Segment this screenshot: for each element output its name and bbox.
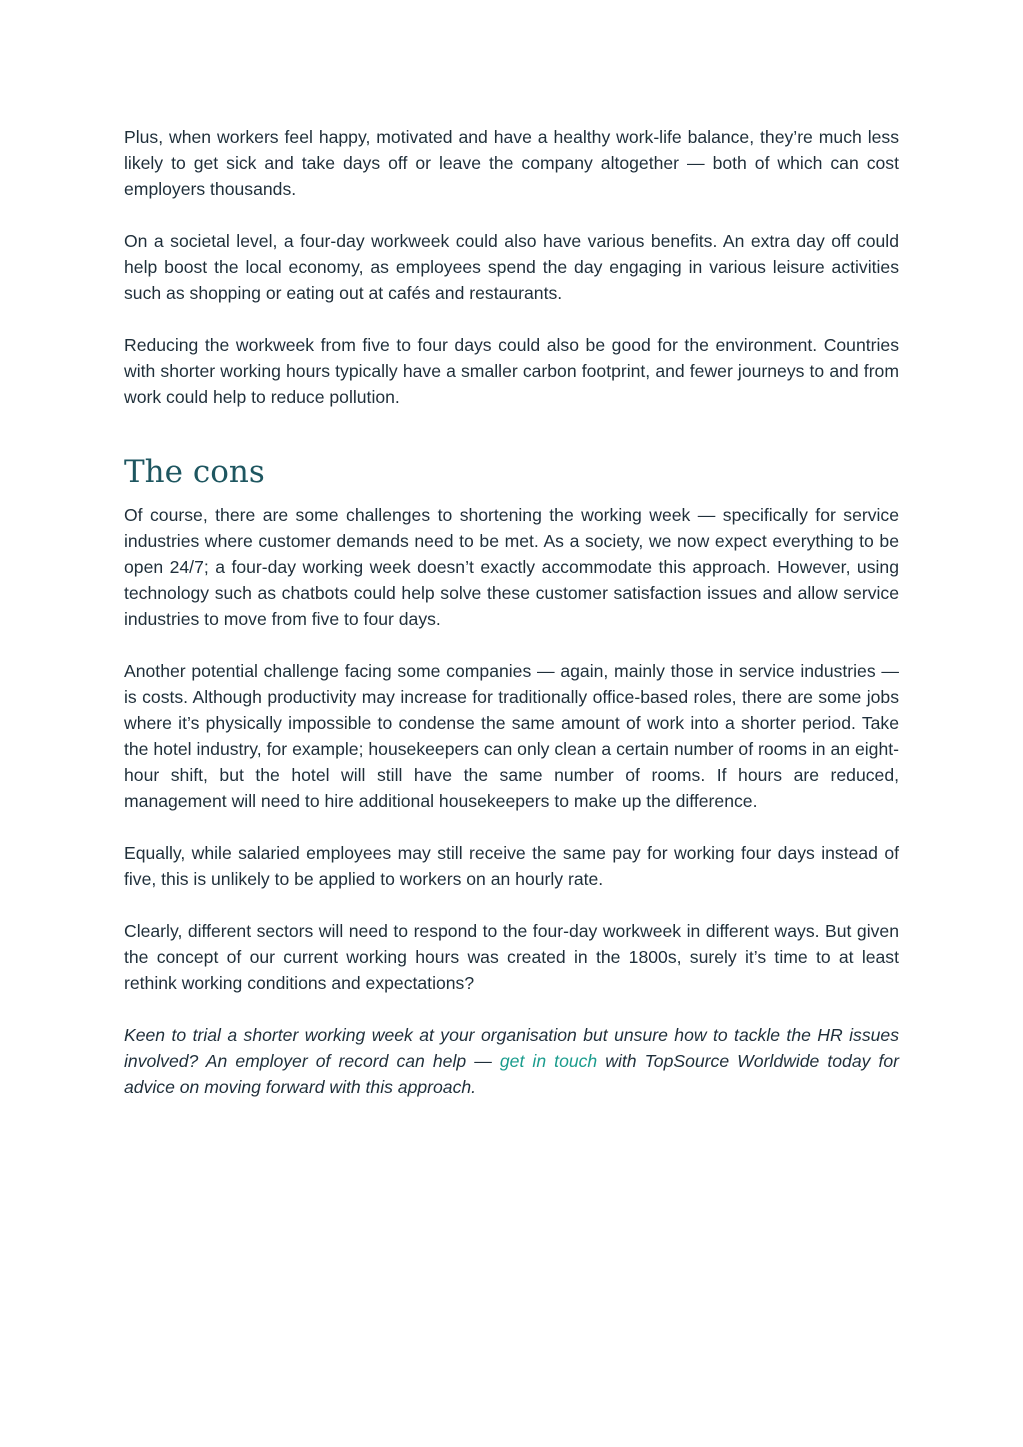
paragraph-hourly-workers: Equally, while salaried employees may still receive the same pay for working four days instead of five, this is unlikely to be applied to workers on an hourly rate. bbox=[124, 843, 899, 889]
document-page bbox=[124, 124, 899, 1126]
call-to-action-paragraph bbox=[124, 1022, 899, 1100]
cta-text-before: Keen to trial a shorter working week at your organisation but unsure how to tackle the HR issues involved? An employer of record can help — bbox=[124, 1025, 899, 1071]
paragraph-service-challenges: Of course, there are some challenges to shortening the working week — specifically for service industries where customer demands need to be met. As a society, we now expect everything to be open 24/7; a four-day working week doesn’t exactly accommodate this approach. However, using technology such as chatbots could help solve these customer satisfaction issues and allow service industries to move from five to four days. bbox=[124, 505, 899, 629]
cta-text-after: with TopSource Worldwide today for advice on moving forward with this approach. bbox=[124, 1051, 900, 1097]
paragraph-conclusion: Clearly, different sectors will need to respond to the four-day workweek in different ways. But given the concept of our current working hours was created in the 1800s, surely it’s time to at least rethink working conditions and expectations? bbox=[124, 921, 899, 993]
paragraph-wellbeing: Plus, when workers feel happy, motivated and have a healthy work-life balance, they’re much less likely to get sick and take days off or leave the company altogether — both of which can cost employers thousands. bbox=[124, 127, 899, 199]
section-heading-cons: The cons bbox=[124, 454, 265, 490]
paragraph-societal-benefits: On a societal level, a four-day workweek could also have various benefits. An extra day off could help boost the local economy, as employees spend the day engaging in various leisure activities such as shopping or eating out at cafés and restaurants. bbox=[124, 231, 899, 303]
paragraph-environment: Reducing the workweek from five to four days could also be good for the environment. Countries with shorter working hours typically have a smaller carbon footprint, and fewer journeys to and from work could help to reduce pollution. bbox=[124, 335, 899, 407]
get-in-touch-link[interactable]: get in touch bbox=[499, 1051, 598, 1071]
paragraph-costs: Another potential challenge facing some companies — again, mainly those in service industries — is costs. Although productivity may increase for traditionally office-based roles, there are some jobs where it’s physically impossible to condense the same amount of work into a shorter period. Take the hotel industry, for example; housekeepers can only clean a certain number of rooms in an eight-hour shift, but the hotel will still have the same number of rooms. If hours are reduced, management will need to hire additional housekeepers to make up the difference. bbox=[124, 661, 899, 811]
